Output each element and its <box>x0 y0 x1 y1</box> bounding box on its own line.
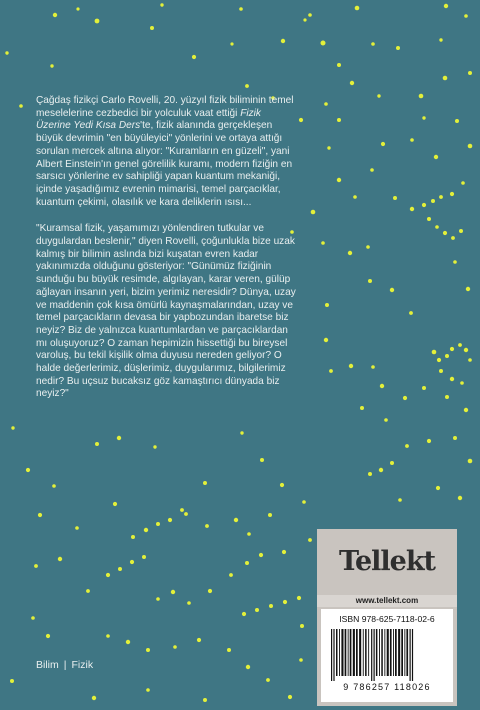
publisher-panel <box>317 529 457 706</box>
category-physics: Fizik <box>71 659 94 671</box>
logo-band <box>317 529 457 595</box>
back-cover-blurb <box>36 95 298 415</box>
blurb-text: Çağdaş fizikçi Carlo Rovelli, 20. yüzyıl fizik biliminin temel meselelerine cezbedici bir yolculuk vaat ettiği <box>36 95 294 119</box>
publisher-url: www.tellekt.com <box>317 595 457 607</box>
category-science: Bilim <box>36 659 59 671</box>
publisher-logo: Tellekt <box>338 546 436 577</box>
barcode <box>328 629 446 681</box>
category-separator: | <box>63 659 67 671</box>
isbn-area <box>321 609 453 702</box>
blurb-paragraph-2: "Kuramsal fizik, yaşamımızı yönlendiren tutkular ve duygulardan beslenir," diyen Rovelli, çoğunlukla bize uzak kalmış bir bilimin aslında bizi kuşatan evren kadar yakınımızda olduğunu gösteriyor: "Günümüz fiziğinin sunduğu bu büyük resimde, algılayan, karar veren, gülüp ağlayan insanın yeri, bizim yerimiz neresidir? Dünya, uzay ve maddenin çok kısa ömürlü kaynaşmalarından, uzay ve temel parçacıkların devasa bir yapbozundan ibaretse biz neyiz? Biz de yalnızca kuantumlardan ve parçacıklardan mı oluşuyoruz? O zaman hepimizin hissettiği bu bireysel varoluş, bu tekil kişilik olma duyusu nereden geliyor? O halde değerlerimiz, düşlerimiz, duygularımız, bilgilerimiz nedir? Bu uçsuz bucaksız göz kamaştırıcı dünyada biz neyiz?" <box>36 223 296 400</box>
category-label <box>36 659 93 671</box>
book-title-italic: Fizik Üzerine Yedi Kısa Ders <box>36 107 261 132</box>
barcode-digits: 9 786257 118026 <box>343 682 431 692</box>
isbn-label: ISBN 978-625-7118-02-6 <box>339 614 435 624</box>
blurb-paragraph-1 <box>36 95 298 209</box>
blurb-text: 'te, fizik alanında gerçekleşen büyük devrimin "en büyüleyici" yönlerini ve ortaya attığı sorulan mercek altına alıyor: "Kuramların en güzeli", yani Albert Einstein'ın genel görelilik kuramı, modern fiziğin en sarsıcı yönlerine ev sahipliği yapan kuantum mekaniği, içinde yaşadığımız evrenin mimarisi, temel parçacıklar, kuantum çekimi, olasılık ve kara deliklerin ısısı... <box>36 120 293 208</box>
